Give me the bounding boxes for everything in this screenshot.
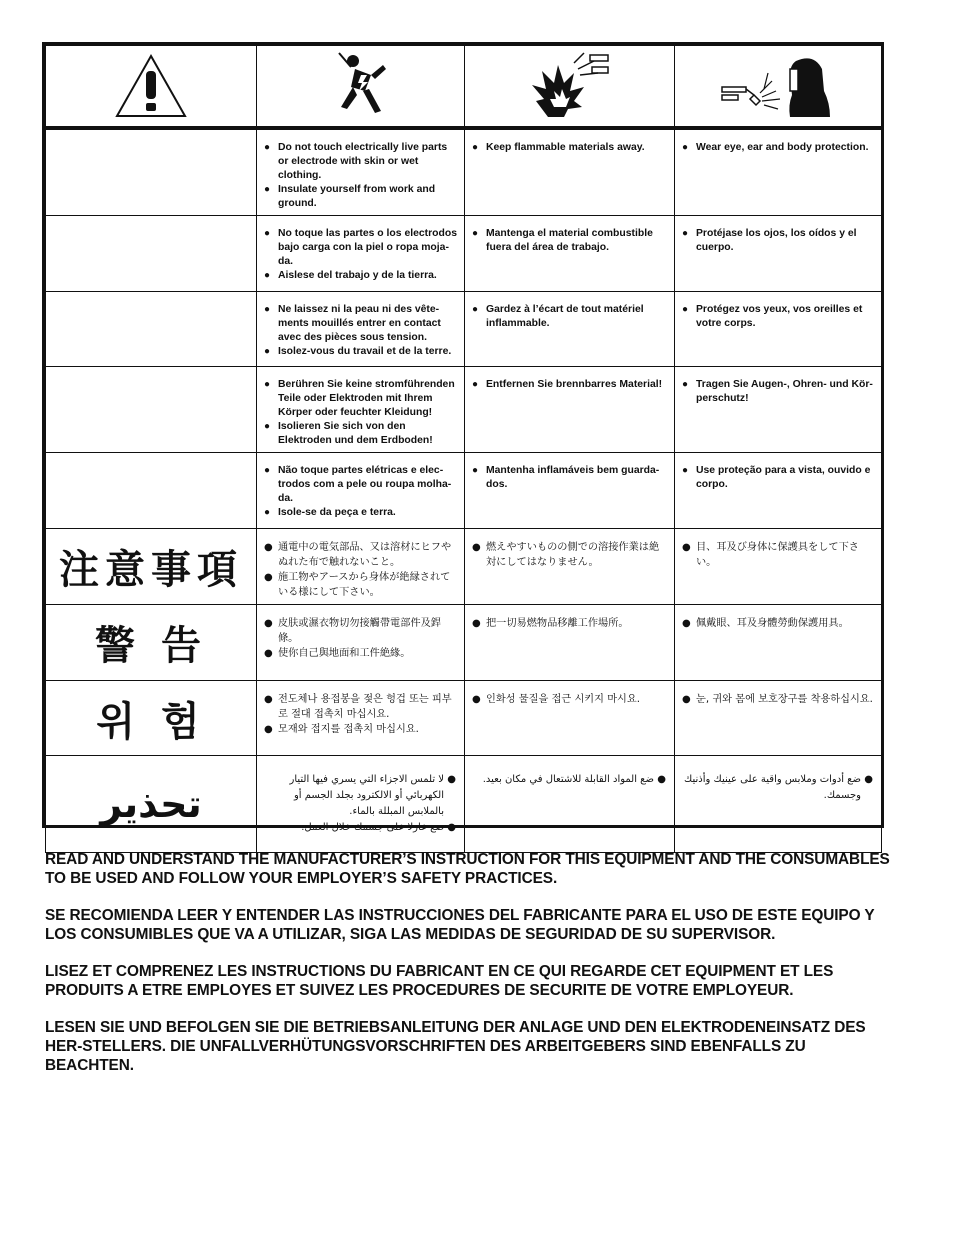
bullet-list bbox=[257, 130, 464, 215]
warning-row bbox=[46, 128, 882, 216]
fire-text-cell bbox=[465, 529, 675, 605]
bullet-item: ● Gardez à l’écart de tout matériel inflammable. bbox=[472, 303, 668, 331]
bullet-item: ● Mantenga el material combustible fuera del área de trabajo. bbox=[472, 227, 668, 255]
bullet-list bbox=[257, 367, 464, 452]
electric-text-cell bbox=[257, 216, 465, 292]
electric-text-cell bbox=[257, 756, 465, 853]
electric-text-cell bbox=[257, 453, 465, 529]
bullet-list bbox=[465, 216, 674, 259]
eye-ear-protection-icon bbox=[718, 51, 838, 121]
warning-row bbox=[46, 292, 882, 367]
bullet-item: ● Protégez vos yeux, vos oreilles et votre corps. bbox=[682, 303, 875, 331]
bullet-item: ● ضع أدوات وملابس واقية على عينيك وأذنيك وجسمك. bbox=[683, 772, 873, 804]
bullet-item: ● 通電中の電気部品、又は溶材にヒフやぬれた布で触れないこと。 bbox=[264, 540, 458, 570]
warning-row bbox=[46, 216, 882, 292]
bullet-item: ● Entfernen Sie brennbarres Material! bbox=[472, 378, 668, 392]
electric-text-cell bbox=[257, 128, 465, 216]
electric-text-cell bbox=[257, 605, 465, 681]
bullet-item: ● لا تلمس الاجزاء التي يسري فيها التيار الكهربائي أو الالكترود بجلد الجسم أو بالملابس المبللة بالماء. bbox=[265, 772, 456, 820]
warning-row bbox=[46, 453, 882, 529]
bullet-list bbox=[257, 453, 464, 524]
bullet-item: ● 使你自己與地面和工件絶緣。 bbox=[264, 646, 458, 661]
protect-text-cell bbox=[675, 367, 882, 453]
bullet-item: ● Isolieren Sie sich von den Elektroden und dem Erdboden! bbox=[264, 420, 458, 448]
warning-cell bbox=[46, 46, 257, 129]
language-heading: 위 험 bbox=[96, 698, 206, 745]
bullet-item: ● Use proteção para a vista, ouvido e corpo. bbox=[682, 464, 875, 492]
bullet-list bbox=[675, 681, 881, 711]
protect-text-cell bbox=[675, 128, 882, 216]
bullet-list bbox=[257, 681, 464, 741]
bullet-list bbox=[257, 292, 464, 363]
protect-text-cell bbox=[675, 292, 882, 367]
bullet-item: ● Não toque partes elétricas e elec-trodos com a pele ou roupa molha-da. bbox=[264, 464, 458, 506]
warning-rows bbox=[46, 128, 882, 853]
warning-row bbox=[46, 605, 882, 681]
bullet-list bbox=[675, 605, 881, 635]
protect-text-cell bbox=[675, 756, 882, 853]
bullet-list bbox=[257, 216, 464, 287]
bullet-item: ● 皮肤或濕衣物切勿接觸帶電部件及銲條。 bbox=[264, 616, 458, 646]
bullet-item: ● Mantenha inflamáveis bem guarda-dos. bbox=[472, 464, 668, 492]
bullet-item: ● 인화성 물질을 접근 시키지 마시요. bbox=[472, 692, 668, 707]
bullet-list bbox=[675, 756, 881, 808]
bullet-item: ● ضع المواد القابلة للاشتعال في مكان بعيد. bbox=[473, 772, 666, 788]
electric-text-cell bbox=[257, 681, 465, 756]
protection-cell bbox=[675, 46, 882, 129]
bullet-list bbox=[465, 529, 674, 574]
fire-explosion-icon bbox=[528, 51, 612, 121]
language-cell bbox=[46, 292, 257, 367]
bullet-item: ● 目、耳及び身体に保護具をして下さい。 bbox=[682, 540, 875, 570]
bullet-item: ● Aislese del trabajo y de la tierra. bbox=[264, 269, 458, 283]
bullet-item: ● 전도체나 용접봉을 젖은 헝겁 또는 피부로 절대 접촉치 마십시요. bbox=[264, 692, 458, 722]
bullet-list bbox=[675, 130, 881, 159]
bullet-item: ● Berühren Sie keine stromführenden Teile oder Elektroden mit Ihrem Körper oder feuchter Kleidung! bbox=[264, 378, 458, 420]
bullet-list bbox=[675, 367, 881, 410]
bullet-list bbox=[465, 681, 674, 711]
fire-text-cell bbox=[465, 367, 675, 453]
electric-cell bbox=[257, 46, 465, 129]
bullet-item: ● Ne laissez ni la peau ni des vête-ments mouillés entrer en contact avec des pièces sous tension. bbox=[264, 303, 458, 345]
protect-text-cell bbox=[675, 453, 882, 529]
electric-text-cell bbox=[257, 367, 465, 453]
bullet-item: ● Wear eye, ear and body protection. bbox=[682, 141, 875, 155]
bullet-list bbox=[465, 130, 674, 159]
protect-text-cell bbox=[675, 529, 882, 605]
electric-text-cell bbox=[257, 292, 465, 367]
warning-row bbox=[46, 756, 882, 853]
bullet-item: ● 佩戴眼、耳及身體勞動保護用具。 bbox=[682, 616, 875, 631]
protect-text-cell bbox=[675, 216, 882, 292]
fire-text-cell bbox=[465, 292, 675, 367]
icon-row bbox=[46, 46, 882, 129]
fire-text-cell bbox=[465, 216, 675, 292]
bullet-list bbox=[465, 605, 674, 635]
bullet-list bbox=[675, 529, 881, 574]
protect-text-cell bbox=[675, 681, 882, 756]
bullet-item: ● Keep flammable materials away. bbox=[472, 141, 668, 155]
language-heading: 注意事項 bbox=[59, 547, 243, 593]
bullet-item: ● Protéjase los ojos, los oídos y el cuerpo. bbox=[682, 227, 875, 255]
bullet-item: ● Insulate yourself from work and ground. bbox=[264, 183, 458, 211]
fire-cell bbox=[465, 46, 675, 129]
electric-text-cell bbox=[257, 529, 465, 605]
warning-triangle-icon bbox=[114, 53, 188, 119]
bullet-list bbox=[257, 756, 464, 840]
bullet-item: ● Do not touch electrically live parts or electrode with skin or wet clothing. bbox=[264, 141, 458, 183]
manufacturer-notes bbox=[45, 850, 895, 1093]
language-heading: 警 告 bbox=[95, 623, 207, 669]
note-french: LISEZ ET COMPRENEZ LES INSTRUCTIONS DU FABRICANT EN CE QUI REGARDE CET EQUIPMENT ET LES PRODUITS A ETRE EMPLOYES ET SUIVEZ LES PROCEDURES DE SECURITE DE VOTRE EMPLOYEUR. bbox=[45, 963, 834, 999]
bullet-list bbox=[465, 367, 674, 396]
bullet-list bbox=[675, 292, 881, 335]
bullet-item: ● ضع عازلا على جسمك خلال العمل. bbox=[265, 820, 456, 836]
note-english: READ AND UNDERSTAND THE MANUFACTURER’S INSTRUCTION FOR THIS EQUIPMENT AND THE CONSUMABLES TO BE USED AND FOLLOW YOUR EMPLOYER’S SAFETY PRACTICES. bbox=[45, 851, 890, 887]
bullet-item: ● 燃えやすいものの側での溶接作業は絶対にしてはなりません。 bbox=[472, 540, 668, 570]
bullet-item: ● 눈, 귀와 몸에 보호장구를 착용하십시요. bbox=[682, 692, 875, 707]
bullet-item: ● Isolez-vous du travail et de la terre. bbox=[264, 345, 458, 359]
bullet-item: ● Tragen Sie Augen-, Ohren- und Kör-perschutz! bbox=[682, 378, 875, 406]
language-cell bbox=[46, 367, 257, 453]
language-cell bbox=[46, 681, 257, 756]
language-cell bbox=[46, 128, 257, 216]
fire-text-cell bbox=[465, 756, 675, 853]
fire-text-cell bbox=[465, 128, 675, 216]
bullet-list bbox=[465, 453, 674, 496]
bullet-list bbox=[465, 756, 674, 792]
bullet-item: ● Isole-se da peça e terra. bbox=[264, 506, 458, 520]
fire-text-cell bbox=[465, 453, 675, 529]
note-german: LESEN SIE UND BEFOLGEN SIE DIE BETRIEBSANLEITUNG DER ANLAGE UND DEN ELEKTRODENEINSATZ DES HER-STELLERS. DIE UNFALLVERHÜTUNGSVORSCHRIFTEN DES ARBEITGEBERS SIND EBENFALLS ZU BEACHTEN. bbox=[45, 1019, 866, 1074]
language-cell bbox=[46, 756, 257, 853]
bullet-list bbox=[675, 216, 881, 259]
bullet-list bbox=[465, 292, 674, 335]
warning-row bbox=[46, 529, 882, 605]
fire-text-cell bbox=[465, 605, 675, 681]
bullet-list bbox=[257, 529, 464, 604]
fire-text-cell bbox=[465, 681, 675, 756]
language-cell bbox=[46, 453, 257, 529]
warning-row bbox=[46, 681, 882, 756]
bullet-item: ● 把一切易燃物品移離工作場所。 bbox=[472, 616, 668, 631]
language-cell bbox=[46, 529, 257, 605]
bullet-list bbox=[675, 453, 881, 496]
language-cell bbox=[46, 605, 257, 681]
language-heading: تحذير bbox=[100, 782, 202, 826]
bullet-list bbox=[257, 605, 464, 665]
protect-text-cell bbox=[675, 605, 882, 681]
warning-row bbox=[46, 367, 882, 453]
bullet-item: ● 모재와 접지를 접촉치 마십시요. bbox=[264, 722, 458, 737]
bullet-item: ● No toque las partes o los electrodos bajo carga con la piel o ropa moja-da. bbox=[264, 227, 458, 269]
note-spanish: SE RECOMIENDA LEER Y ENTENDER LAS INSTRUCCIONES DEL FABRICANTE PARA EL USO DE ESTE EQUIPO Y LOS CONSUMIBLES QUE VA A UTILIZAR, SIGA LAS MEDIDAS DE SEGURIDAD DE SU SUPERVISOR. bbox=[45, 907, 875, 943]
language-cell bbox=[46, 216, 257, 292]
bullet-item: ● 施工物やアースから身体が絶縁されている様にして下さい。 bbox=[264, 570, 458, 600]
safety-warning-table bbox=[42, 42, 884, 833]
electric-shock-icon bbox=[331, 51, 391, 121]
